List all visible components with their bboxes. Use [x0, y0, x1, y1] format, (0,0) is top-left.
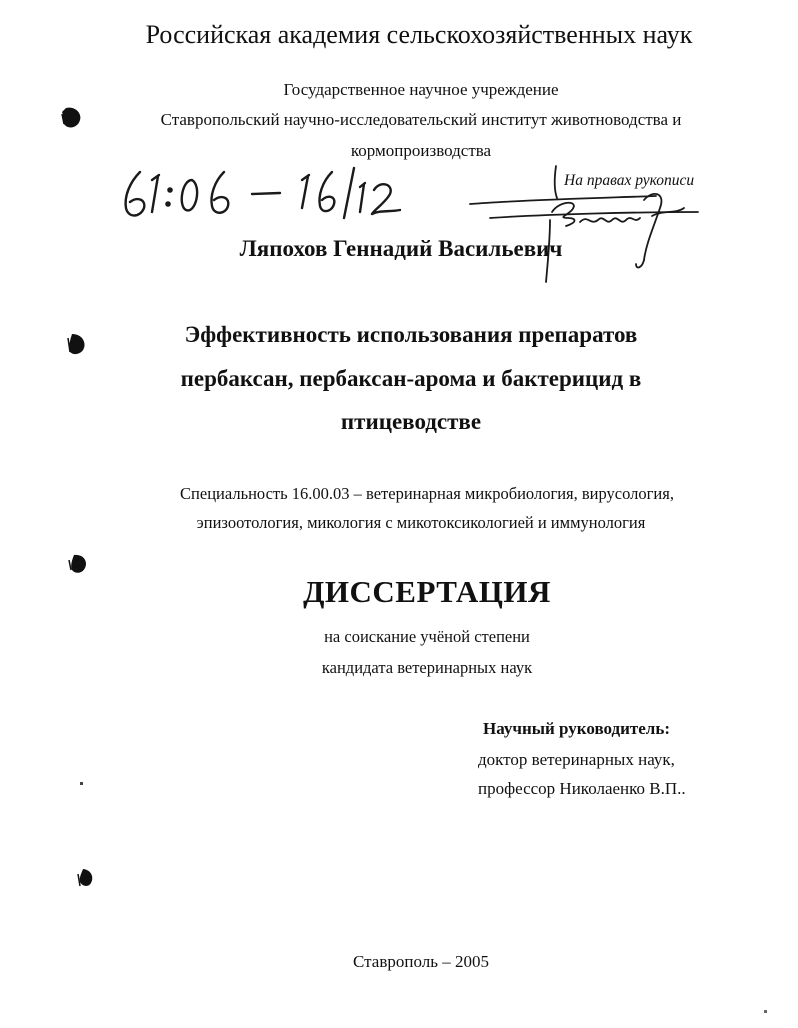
specialty-line-2: эпизоотология, микология с микотоксикологией и иммунология: [196, 513, 646, 532]
title-line-2: пербаксан, пербаксан-арома и бактерицид в: [180, 366, 642, 391]
signature-icon: [440, 160, 740, 290]
degree-line-2: кандидата ветеринарных наук: [321, 658, 533, 677]
binder-hole-icon: [64, 332, 88, 358]
academy-name: Российская академия сельскохозяйственных наук: [145, 20, 693, 49]
title-line-1: Эффективность использования препаратов: [184, 322, 638, 347]
institution-name-line-2: кормопроизводства: [350, 141, 492, 160]
supervisor-label: Научный руководитель:: [483, 719, 670, 738]
binder-hole-icon: [60, 106, 84, 132]
scan-speck: [80, 782, 83, 785]
handwritten-catalog-code: [118, 160, 408, 240]
specialty-line-1: Специальность 16.00.03 – ветеринарная микробиология, вирусология,: [180, 484, 674, 503]
binder-hole-icon: [74, 866, 98, 892]
city-year: Ставрополь – 2005: [353, 952, 489, 971]
author-name: Ляпохов Геннадий Васильевич: [239, 236, 563, 261]
scan-speck: [764, 1010, 767, 1013]
degree-line-1: на соискание учёной степени: [324, 627, 530, 646]
institution-name-line-1: Ставропольский научно-исследовательский институт животноводства и: [160, 110, 682, 129]
supervisor-degree: доктор ветеринарных наук,: [478, 750, 675, 769]
institution-type: Государственное научное учреждение: [283, 80, 559, 99]
binder-hole-icon: [66, 552, 90, 578]
document-type-heading: ДИССЕРТАЦИЯ: [303, 574, 551, 609]
manuscript-rights-label: На правах рукописи: [564, 172, 695, 189]
title-line-3: птицеводстве: [340, 409, 482, 434]
supervisor-name: профессор Николаенко В.П..: [478, 779, 686, 798]
